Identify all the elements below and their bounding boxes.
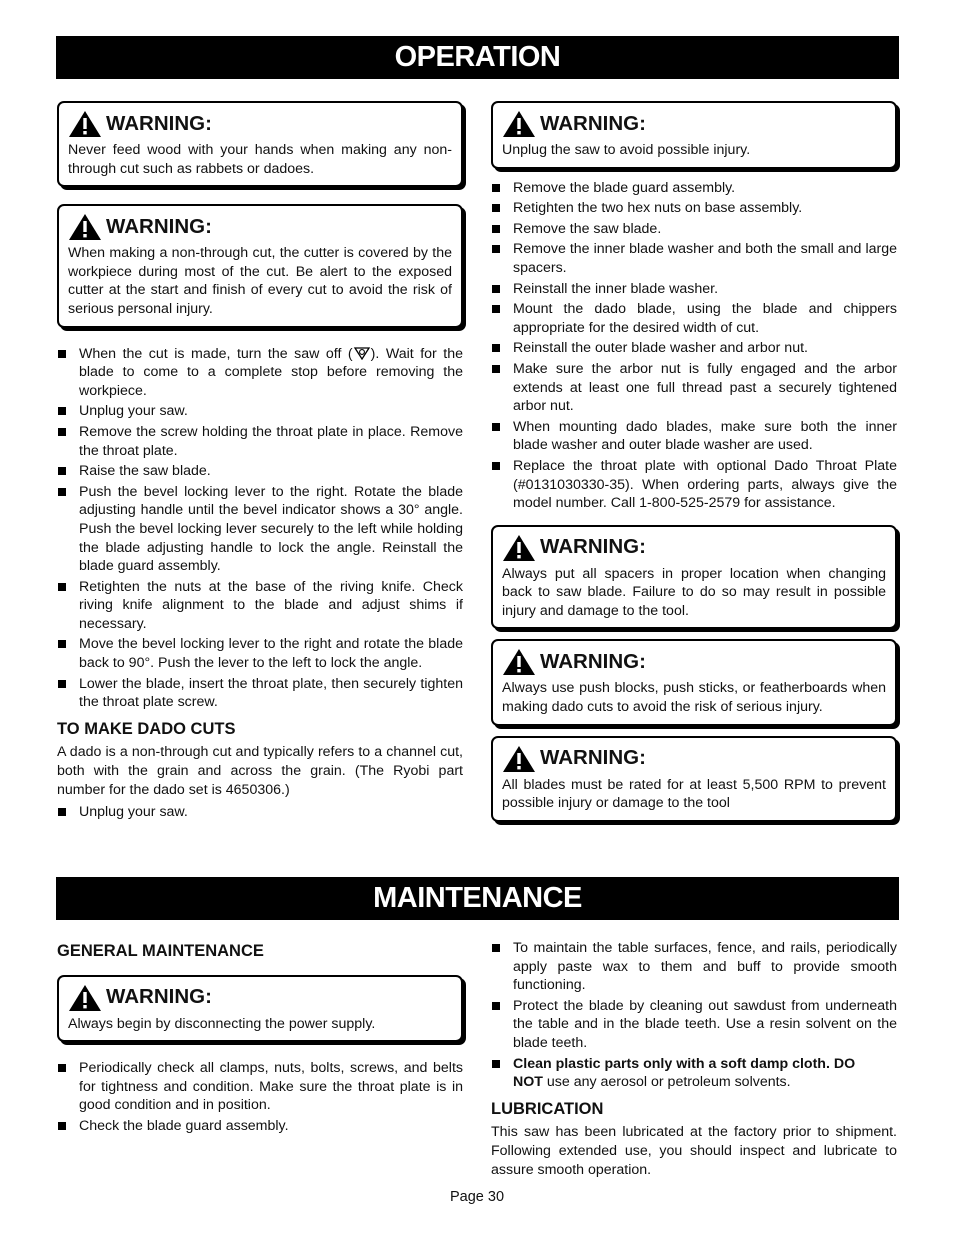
list-item: When mounting dado blades, make sure both the inner blade washer and outer blade washer are used.	[491, 418, 897, 455]
list-item: Retighten the two hex nuts on base assembly.	[491, 199, 897, 218]
warning-box	[491, 101, 897, 169]
operation-banner: OPERATION	[56, 36, 899, 79]
list-item: When the cut is made, turn the saw off ( ). Wait for the blade to come to a complete stop before removing the workpiece.	[57, 345, 463, 401]
paragraph: A dado is a non-through cut and typically refers to a channel cut, both with the grain and across the grain. (The Ryobi part number for the dado set is 4650306.)	[57, 744, 463, 798]
warning-box	[57, 101, 463, 187]
operation-right-bullets	[491, 179, 897, 513]
maintenance-left-column	[57, 937, 463, 1138]
list-item: Retighten the nuts at the base of the riving knife. Check riving knife alignment to the blade and adjust shims if necessary.	[57, 578, 463, 634]
warning-title: WARNING:	[540, 746, 646, 770]
warning-text: When making a non-through cut, the cutter is covered by the workpiece during most of the cut. Be alert to the exposed cutter at the start and finish of every cut to avoid the risk of serious personal injury.	[68, 245, 452, 317]
operation-right-column	[491, 101, 897, 822]
list-item: Check the blade guard assembly.	[57, 1117, 463, 1136]
maintenance-banner: MAINTENANCE	[56, 877, 899, 920]
warning-triangle-icon	[502, 648, 536, 676]
list-item: Move the bevel locking lever to the right and rotate the blade back to 90°. Push the lever to the left to lock the angle.	[57, 635, 463, 672]
operation-left-column	[57, 101, 463, 824]
list-item: Replace the throat plate with optional Dado Throat Plate (#0131030330-35). When ordering parts, always give the model number. Call 1-800-525-2579 for assistance.	[491, 457, 897, 513]
warning-triangle-icon	[68, 213, 102, 241]
section-heading: LUBRICATION	[491, 1099, 604, 1118]
list-item: Reinstall the inner blade washer.	[491, 280, 897, 299]
warning-box	[491, 736, 897, 822]
warning-text: Always use push blocks, push sticks, or featherboards when making dado cuts to avoid the risk of serious injury.	[502, 680, 886, 716]
list-item: Remove the screw holding the throat plate in place. Remove the throat plate.	[57, 423, 463, 460]
list-item: Periodically check all clamps, nuts, bolts, screws, and belts for tightness and condition. Make sure the throat plate is in good condition and in position.	[57, 1059, 463, 1115]
list-item: Lower the blade, insert the throat plate, then securely tighten the throat plate screw.	[57, 675, 463, 712]
list-item: Reinstall the outer blade washer and arbor nut.	[491, 339, 897, 358]
warning-text: Always put all spacers in proper location when changing back to saw blade. Failure to do so may result in possible injury and damage to the tool.	[502, 565, 886, 619]
warning-triangle-icon	[68, 984, 102, 1012]
list-item: Remove the saw blade.	[491, 220, 897, 239]
dado-bullets	[57, 803, 463, 822]
warning-triangle-icon	[68, 110, 102, 138]
list-item: Mount the dado blade, using the blade and chippers appropriate for the desired width of cut.	[491, 300, 897, 337]
warning-triangle-icon	[502, 110, 536, 138]
warning-box	[57, 204, 463, 327]
maintenance-left-bullets	[57, 1059, 463, 1135]
list-item: Unplug your saw.	[57, 803, 463, 822]
warning-triangle-icon	[502, 534, 536, 562]
warning-box	[57, 975, 463, 1043]
maintenance-right-bullets	[491, 939, 897, 1092]
warning-text: Always begin by disconnecting the power supply.	[68, 1015, 376, 1032]
list-item: Protect the blade by cleaning out sawdust from underneath the table and in the blade teeth. Use a resin solvent on the blade teeth.	[491, 997, 897, 1053]
section-heading: GENERAL MAINTENANCE	[57, 942, 264, 960]
warning-text: Unplug the saw to avoid possible injury.	[502, 142, 751, 158]
list-item: Remove the blade guard assembly.	[491, 179, 897, 198]
warning-triangle-icon	[502, 745, 536, 773]
warning-title: WARNING:	[106, 985, 212, 1009]
list-item: Clean plastic parts only with a soft damp cloth. DO NOT use any aerosol or petroleum solvents.	[491, 1055, 897, 1092]
operation-left-bullets	[57, 345, 463, 712]
warning-text: Never feed wood with your hands when making any non-through cut such as rabbets or dadoes.	[68, 142, 452, 177]
warning-title: WARNING:	[540, 111, 646, 135]
warning-text: All blades must be rated for at least 5,500 RPM to prevent possible injury or damage to the tool	[502, 776, 886, 812]
page-number: Page 30	[449, 1189, 505, 1205]
warning-title: WARNING:	[106, 214, 212, 238]
list-item: Make sure the arbor nut is fully engaged and the arbor extends at least one full thread past a securely tightened arbor nut.	[491, 360, 897, 416]
list-item: Push the bevel locking lever to the right. Rotate the blade adjusting handle until the bevel indicator shows a 30° angle. Push the bevel locking lever securely to the left while holding the blade adjusting handle to lock the angle. Reinstall the blade guard assembly.	[57, 483, 463, 576]
section-heading: TO MAKE DADO CUTS	[57, 719, 236, 738]
list-item: To maintain the table surfaces, fence, and rails, periodically apply paste wax to them and buff to provide smooth functioning.	[491, 939, 897, 995]
warning-box	[491, 525, 897, 630]
warning-box	[491, 639, 897, 725]
list-item: Unplug your saw.	[57, 402, 463, 421]
paragraph: This saw has been lubricated at the factory prior to shipment. Following extended use, you should inspect and lubricate to assure smooth operation.	[491, 1124, 897, 1178]
list-item: Raise the saw blade.	[57, 462, 463, 481]
off-symbol-icon	[353, 346, 371, 360]
list-item: Remove the inner blade washer and both the small and large spacers.	[491, 240, 897, 277]
warning-title: WARNING:	[106, 111, 212, 135]
maintenance-right-column	[491, 939, 897, 1183]
warning-title: WARNING:	[540, 535, 646, 559]
warning-title: WARNING:	[540, 650, 646, 674]
